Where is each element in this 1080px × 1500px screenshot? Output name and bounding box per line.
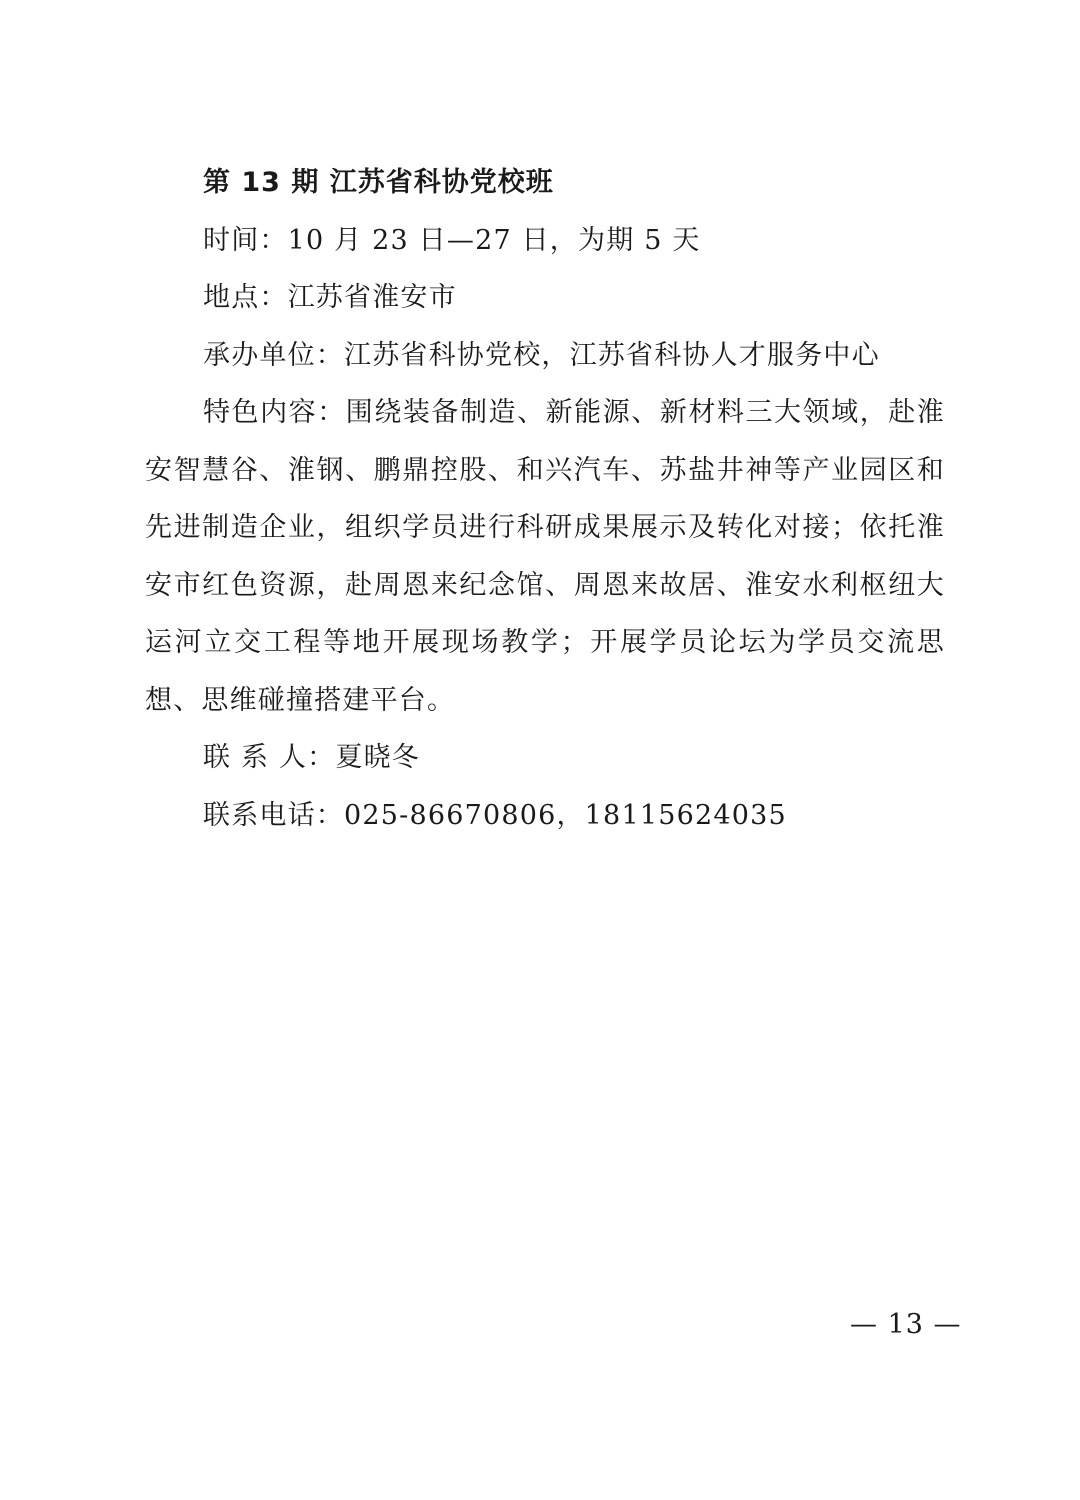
- phone-row: [145, 787, 945, 845]
- time-row: [145, 212, 945, 270]
- document-body: [145, 154, 945, 844]
- phone-value: 025-86670806，18115624035: [344, 799, 787, 831]
- section-title: 第 13 期 江苏省科协党校班: [203, 167, 554, 198]
- organizer-value: 江苏省科协党校，江苏省科协人才服务中心: [344, 339, 880, 371]
- organizer-label: 承办单位：: [203, 339, 344, 371]
- place-row: [145, 269, 945, 327]
- time-value: 10 月 23 日—27 日，为期 5 天: [287, 224, 701, 256]
- features-paragraph: [145, 384, 945, 729]
- place-label: 地点：: [203, 282, 288, 313]
- phone-label: 联系电话：: [203, 799, 344, 831]
- page-number: — 13 —: [850, 1309, 962, 1340]
- organizer-row: [145, 327, 945, 385]
- time-label: 时间：: [203, 224, 288, 256]
- contact-label: 联 系 人：: [203, 742, 336, 773]
- features-label: 特色内容：: [203, 397, 346, 428]
- features-value: 围绕装备制造、新能源、新材料三大领域，赴淮安智慧谷、淮钢、鹏鼎控股、和兴汽车、苏盐井神等产业园区和先进制造企业，组织学员进行科研成果展示及转化对接；依托淮安市红色资源，赴周恩来纪念馆、周恩来故居、淮安水利枢纽大运河立交工程等地开展现场教学；开展学员论坛为学员交流思想、思维碰撞搭建平台。: [145, 397, 946, 716]
- place-value: 江苏省淮安市: [287, 282, 457, 313]
- contact-row: [145, 729, 945, 787]
- contact-value: 夏晓冬: [335, 742, 420, 773]
